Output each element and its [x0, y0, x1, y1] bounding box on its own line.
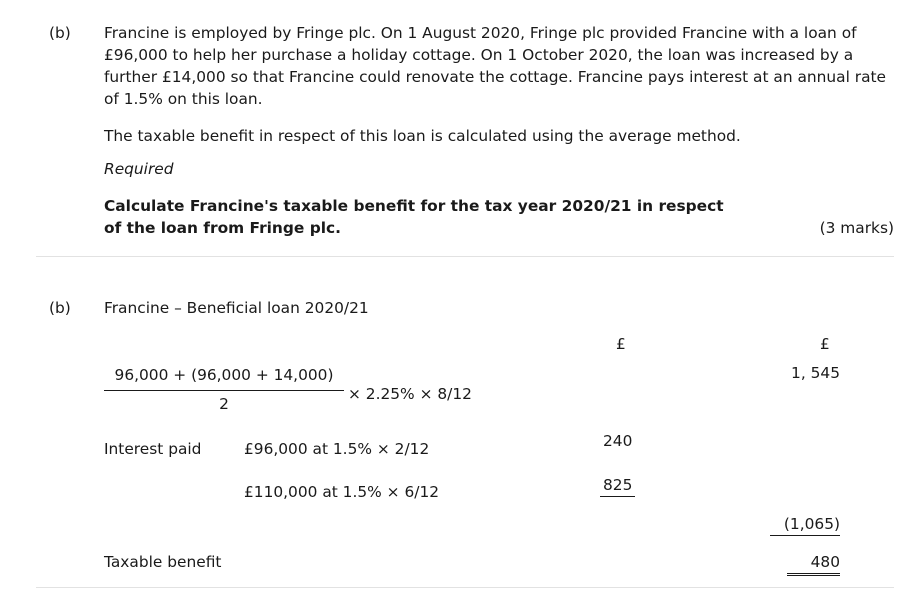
- average-loan-formula: [104, 364, 344, 418]
- question-marks: (3 marks): [819, 219, 894, 237]
- question-paragraph: Francine is employed by Fringe plc. On 1 August 2020, Fringe plc provided Francine with a loan of £96,000 to help her purchase a holiday cottage. On 1 October 2020, the loan was increased by a further £14,000 so that Francine could renovate the cottage. Francine pays interest at an annual rate of 1.5% on this loan.: [104, 24, 887, 108]
- column-header-pounds-1: £: [616, 335, 626, 353]
- required-label: Required: [104, 160, 174, 178]
- interest-line-1-description: £96,000 at 1.5% × 2/12: [244, 440, 430, 458]
- column-header-pounds-2: £: [820, 335, 830, 353]
- formula-denominator: 2: [219, 395, 229, 413]
- question-method: The taxable benefit in respect of this loan is calculated using the average method.: [104, 127, 741, 145]
- answer-label: (b): [49, 299, 71, 317]
- interest-total: (1,065): [770, 513, 840, 536]
- interest-line-2-value: 825: [600, 474, 635, 497]
- question-task: Calculate Francine's taxable benefit for the tax year 2020/21 in respect of the loan from Fringe plc.: [104, 197, 724, 237]
- interest-line-1-value: 240: [603, 432, 633, 450]
- formula-multiplier: × 2.25% × 8/12: [348, 385, 472, 403]
- interest-line-2-description: £110,000 at 1.5% × 6/12: [244, 483, 440, 501]
- formula-numerator: 96,000 + (96,000 + 14,000): [114, 366, 334, 384]
- section-divider: [36, 256, 894, 257]
- question-label: (b): [49, 24, 71, 42]
- bottom-divider: [36, 587, 894, 588]
- fraction-bar: [104, 390, 344, 391]
- taxable-benefit-value: 480: [787, 551, 840, 576]
- formula-result: 1, 545: [791, 364, 840, 382]
- answer-heading: Francine – Beneficial loan 2020/21: [104, 299, 369, 317]
- interest-paid-label: Interest paid: [104, 440, 202, 458]
- taxable-benefit-label: Taxable benefit: [104, 553, 222, 571]
